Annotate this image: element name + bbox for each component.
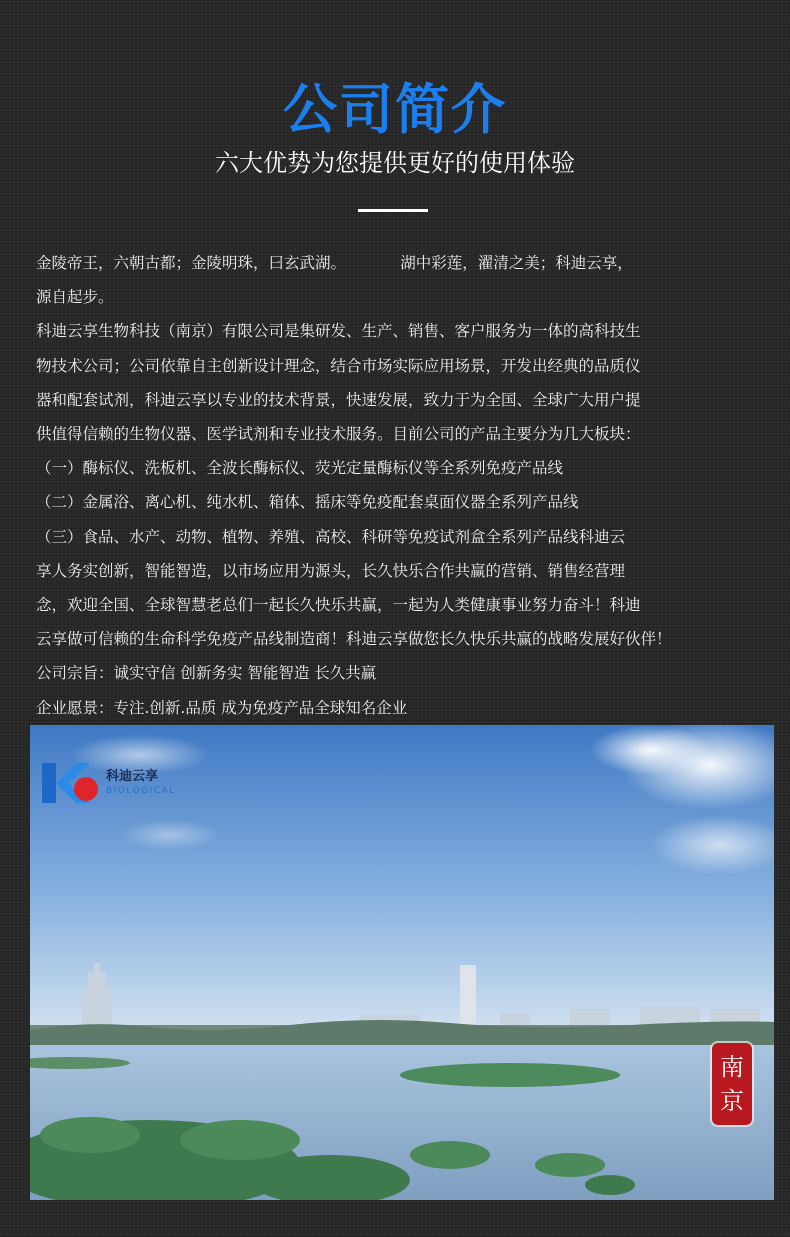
company-purpose: 公司宗旨：诚实守信 创新务实 智能智造 长久共赢	[36, 664, 377, 683]
company-vision: 企业愿景：专注.创新.品质 成为免疫产品全球知名企业	[36, 698, 408, 717]
logo-english-name: BIOLOGICAL	[106, 786, 176, 796]
intro-line: 云享做可信赖的生命科学免疫产品线制造商！科迪云享做您长久快乐共赢的战略发展好伙伴！	[36, 630, 672, 649]
nanjing-lake-photo	[30, 725, 774, 1200]
company-logo	[42, 763, 176, 803]
seal-char: 南	[720, 1053, 744, 1081]
logo-chinese-name: 科迪云享	[106, 769, 159, 784]
intro-line: （三）食品、水产、动物、植物、养殖、高校、科研等免疫试剂盒全系列产品线科迪云	[36, 527, 626, 546]
seal-char: 京	[720, 1087, 744, 1115]
intro-line: （二）金属浴、离心机、纯水机、箱体、摇床等免疫配套桌面仪器全系列产品线	[36, 493, 579, 512]
intro-line: 念，欢迎全国、全球智慧老总们一起长久快乐共赢，一起为人类健康事业努力奋斗！科迪	[36, 596, 641, 615]
page-subtitle: 六大优势为您提供更好的使用体验	[215, 149, 575, 177]
nanjing-seal	[712, 1043, 752, 1125]
intro-line: 金陵帝王，六朝古都；金陵明珠，曰玄武湖。 湖中彩莲，濯清之美；科迪云享，	[36, 254, 633, 272]
company-intro-text	[36, 246, 760, 725]
intro-line: 源自起步。	[36, 288, 114, 307]
intro-line: 科迪云享生物科技（南京）有限公司是集研发、生产、销售、客户服务为一体的高科技生	[36, 322, 641, 341]
kd-logo-icon	[42, 763, 100, 803]
intro-line: 供值得信赖的生物仪器、医学试剂和专业技术服务。目前公司的产品主要分为几大板块：	[36, 425, 641, 444]
intro-line: 器和配套试剂，科迪云享以专业的技术背景，快速发展，致力于为全国、全球广大用户提	[36, 390, 641, 409]
intro-line: 享人务实创新，智能智造，以市场应用为源头，长久快乐合作共赢的营销、销售经营理	[36, 561, 626, 580]
intro-line: 物技术公司；公司依靠自主创新设计理念，结合市场实际应用场景，开发出经典的品质仪	[36, 356, 641, 375]
title-divider	[358, 209, 428, 212]
intro-line: （一）酶标仪、洗板机、全波长酶标仪、荧光定量酶标仪等全系列免疫产品线	[36, 459, 564, 478]
page-title: 公司简介	[283, 78, 507, 141]
